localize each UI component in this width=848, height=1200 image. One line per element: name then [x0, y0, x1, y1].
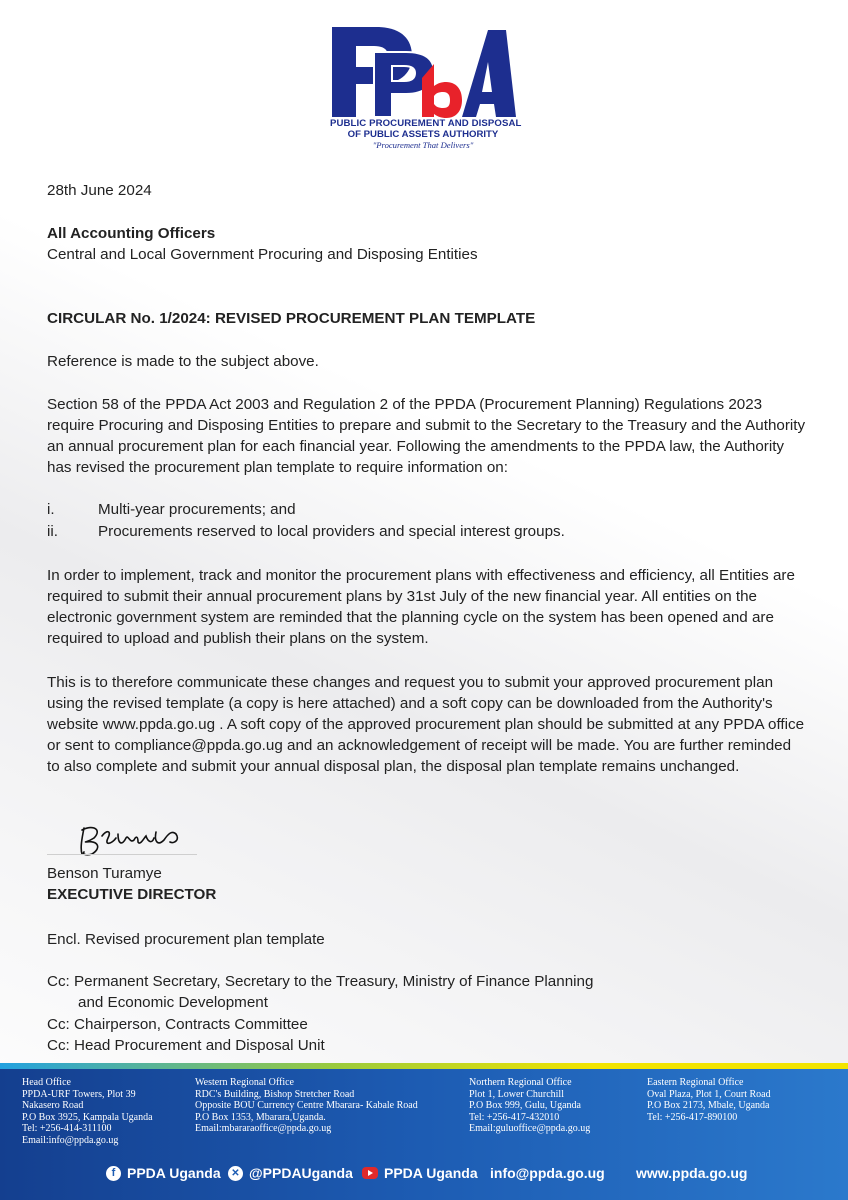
office-line: PPDA-URF Towers, Plot 39	[22, 1088, 136, 1100]
org-tagline: "Procurement That Delivers"	[372, 140, 474, 150]
signatory-title: EXECUTIVE DIRECTOR	[47, 886, 217, 903]
cc-line-1: Cc: Permanent Secretary, Secretary to the Treasury, Ministry of Finance Planning	[47, 973, 594, 990]
office-line: P.O Box 999, Gulu, Uganda	[469, 1100, 581, 1111]
facebook-link[interactable]	[106, 1165, 221, 1181]
email-link[interactable]	[490, 1165, 605, 1181]
office-line: Nakasero Road	[22, 1100, 84, 1111]
addressee: All Accounting Officers	[47, 225, 216, 242]
list-item-num: i.	[47, 501, 55, 518]
paragraph-4: This is to therefore communicate these changes and request you to submit your approved procurement plan using the revised template (a copy is here attached) and a soft copy can be downloaded from the Authority's website www.ppda.go.ug . A soft copy of the approved procurement plan should be submitted at any PPDA office or sent to compliance@ppda.go.ug and an acknowledgement of receipt will be made. You are further reminded to also complete and submit your annual disposal plan, the disposal plan template remains unchanged.	[47, 674, 805, 775]
x-label: @PPDAUganda	[249, 1165, 353, 1181]
office-line: Western Regional Office	[195, 1077, 294, 1088]
office-line: Oval Plaza, Plot 1, Court Road	[647, 1088, 771, 1100]
office-line: P.O Box 1353, Mbarara,Uganda.	[195, 1111, 326, 1123]
office-line: P.O Box 3925, Kampala Uganda	[22, 1111, 153, 1123]
office-western	[195, 1077, 418, 1135]
signature-icon	[72, 818, 202, 864]
website-label: www.ppda.go.ug	[636, 1165, 748, 1181]
signature-line	[47, 854, 197, 855]
office-line: RDC's Building, Bishop Stretcher Road	[195, 1088, 355, 1100]
list-item-num: ii.	[47, 523, 58, 540]
list-item-text: Procurements reserved to local providers and special interest groups.	[98, 523, 565, 540]
subject-line: CIRCULAR No. 1/2024: REVISED PROCUREMENT PLAN TEMPLATE	[47, 310, 536, 327]
cc-line-3: Cc: Head Procurement and Disposal Unit	[47, 1037, 325, 1054]
office-northern	[469, 1077, 590, 1135]
office-line: Head Office	[22, 1077, 71, 1088]
logo-tagline-block	[330, 118, 522, 150]
office-line: Email:info@ppda.go.ug	[22, 1134, 119, 1146]
youtube-label: PPDA Uganda	[384, 1165, 478, 1181]
addressee-line2: Central and Local Government Procuring and Disposing Entities	[47, 246, 478, 263]
office-line: Tel: +256-417-890100	[647, 1111, 738, 1123]
x-link[interactable]	[228, 1165, 353, 1181]
youtube-icon	[362, 1167, 378, 1179]
office-line: Plot 1, Lower Churchill	[469, 1088, 564, 1100]
email-label: info@ppda.go.ug	[490, 1165, 605, 1181]
paragraph-1: Reference is made to the subject above.	[47, 353, 319, 370]
org-name-line1: PUBLIC PROCUREMENT AND DISPOSAL	[330, 118, 522, 129]
office-line: Email:mbararaoffice@ppda.go.ug	[195, 1123, 332, 1134]
footer	[0, 1069, 848, 1200]
office-line: P.O Box 2173, Mbale, Uganda	[647, 1100, 770, 1111]
office-eastern	[647, 1077, 771, 1123]
org-name-line2: OF PUBLIC ASSETS AUTHORITY	[347, 129, 499, 140]
letter-date: 28th June 2024	[47, 182, 152, 199]
website-link[interactable]	[636, 1165, 747, 1181]
social-bar	[0, 1163, 848, 1187]
x-icon: ✕	[228, 1166, 243, 1181]
office-line: Tel: +256-414-311100	[22, 1123, 112, 1134]
facebook-icon: f	[106, 1166, 121, 1181]
office-line: Eastern Regional Office	[647, 1077, 744, 1088]
office-line: Tel: +256-417-432010	[469, 1111, 560, 1123]
signatory-name: Benson Turamye	[47, 865, 162, 882]
facebook-label: PPDA Uganda	[127, 1165, 221, 1181]
office-line: Northern Regional Office	[469, 1077, 572, 1088]
office-head	[22, 1077, 153, 1146]
enclosure-line: Encl. Revised procurement plan template	[47, 931, 325, 948]
cc-line-1-cont: and Economic Development	[78, 994, 268, 1011]
youtube-link[interactable]	[362, 1165, 478, 1181]
office-line: Email:guluoffice@ppda.go.ug	[469, 1123, 591, 1134]
paragraph-2: Section 58 of the PPDA Act 2003 and Regulation 2 of the PPDA (Procurement Planning) Regulations 2023 require Procuring and Disposing Entities to prepare and submit to the Secretary to the Treasury and the Authority an annual procurement plan for each financial year. Following the amendments to the PPDA law, the Authority has revised the procurement plan template to require information on:	[47, 396, 806, 476]
paragraph-3: In order to implement, track and monitor the procurement plans with effectiveness and efficiency, all Entities are required to submit their annual procurement plans by 31st July of the new financial year. All entities on the electronic government system are reminded that the planning cycle on the system has been opened and are required to upload and publish their plans on the system.	[47, 567, 795, 647]
list-item-text: Multi-year procurements; and	[98, 501, 296, 518]
cc-line-2: Cc: Chairperson, Contracts Committee	[47, 1016, 308, 1033]
office-line: Opposite BOU Currency Centre Mbarara- Kabale Road	[195, 1100, 418, 1111]
